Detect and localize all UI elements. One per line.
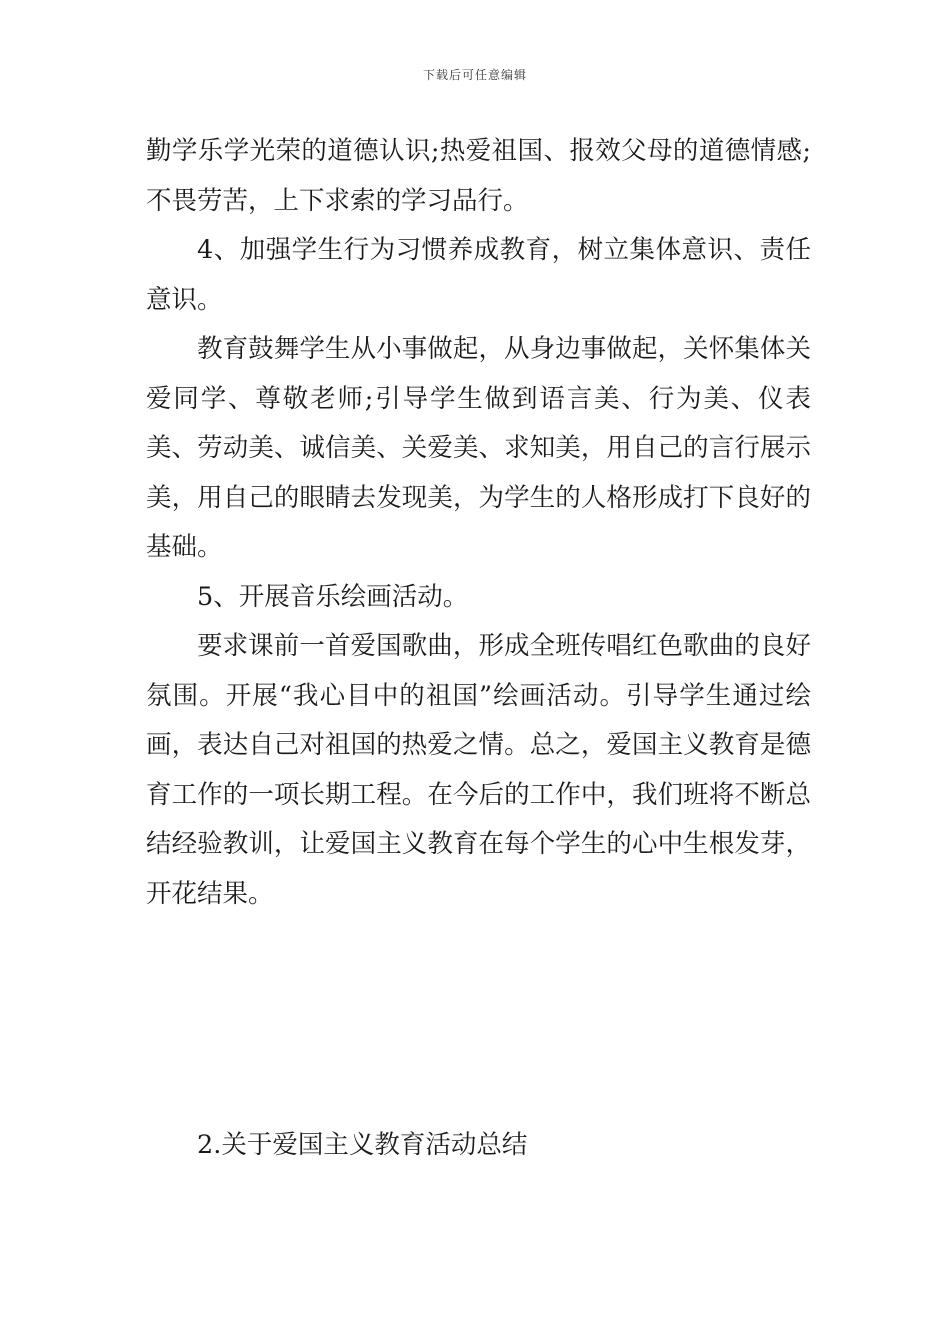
paragraph-item-5-heading: 5、开展音乐绘画活动。 [197, 581, 469, 612]
paragraph-item-4-body: 教育鼓舞学生从小事做起，从身边事做起，关怀集体关爱同学、尊敬老师;引导学生做到语言美、行为美、仪表美、劳动美、诚信美、关爱美、求知美，用自己的言行展示美，用自己的眼睛去发现美，为学生的人格形成打下良好的基础。 [146, 334, 811, 562]
body-text [146, 127, 811, 919]
paragraph-item-5-body: 要求课前一首爱国歌曲，形成全班传唱红色歌曲的良好氛围。开展“我心目中的祖国”绘画活动。引导学生通过绘画，表达自己对祖国的热爱之情。总之，爱国主义教育是德育工作的一项长期工程。在今后的工作中，我们班将不断总结经验教训，让爱国主义教育在每个学生的心中生根发芽，开花结果。 [146, 631, 811, 909]
paragraph-item-4-heading: 4、加强学生行为习惯养成教育，树立集体意识、责任意识。 [146, 235, 811, 315]
paragraph-continuation: 勤学乐学光荣的道德认识;热爱祖国、报效父母的道德情感;不畏劳苦，上下求索的学习品行。 [146, 136, 811, 216]
section-title: 2.关于爱国主义教育活动总结 [197, 1130, 528, 1160]
header-note: 下载后可任意编辑 [422, 68, 527, 82]
